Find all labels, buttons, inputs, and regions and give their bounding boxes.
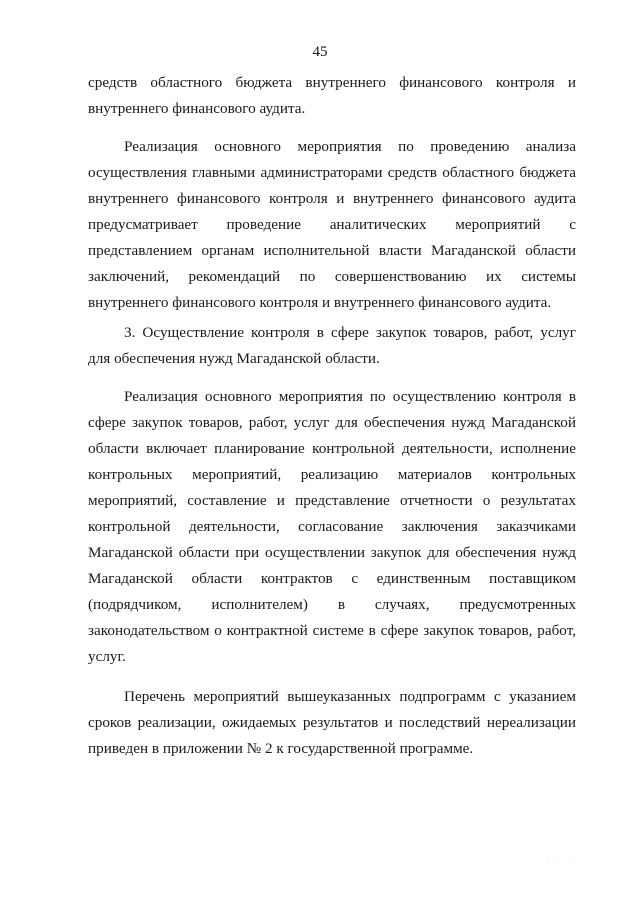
paragraph-analysis: Реализация основного мероприятия по проведению анализа осуществления главными администраторами средств областного бюджета внутреннего финансового контроля и внутреннего финансового аудита предусматривает проведение аналитических мероприятий с представлением органам исполнительной власти Магаданской области заключений, рекомендаций по совершенствованию их системы внутреннего финансового контроля и внутреннего финансового аудита. [88, 138, 576, 311]
paragraph-procurement-control: Реализация основного мероприятия по осуществлению контроля в сфере закупок товаров, работ, услуг для обеспечения нужд Магаданской области включает планирование контрольной деятельности, исполнение контрольных мероприятий, реализацию материалов контрольных мероприятий, составление и представление отчетности о результатах контрольной деятельности, согласование заключения заказчиками Магаданской области при осуществлении закупок для обеспечения нужд Магаданской области контрактов с единственным поставщиком (подрядчиком, исполнителем) в случаях, предусмотренных законодательством о контрактной системе в сфере закупок товаров, работ, услуг. [88, 388, 576, 665]
document-body [88, 70, 576, 762]
scan-specks: . . . [548, 858, 576, 864]
section-heading-3: 3. Осуществление контроля в сфере закупок товаров, работ, услуг для обеспечения нужд Магаданской области. [88, 324, 576, 367]
paragraph-continuation: средств областного бюджета внутреннего финансового контроля и внутреннего финансового аудита. [88, 74, 576, 117]
page-number: 45 [312, 44, 328, 60]
paragraph-measures-list: Перечень мероприятий вышеуказанных подпрограмм с указанием сроков реализации, ожидаемых результатов и последствий нереализации приведен в приложении № 2 к государственной программе. [88, 688, 576, 757]
